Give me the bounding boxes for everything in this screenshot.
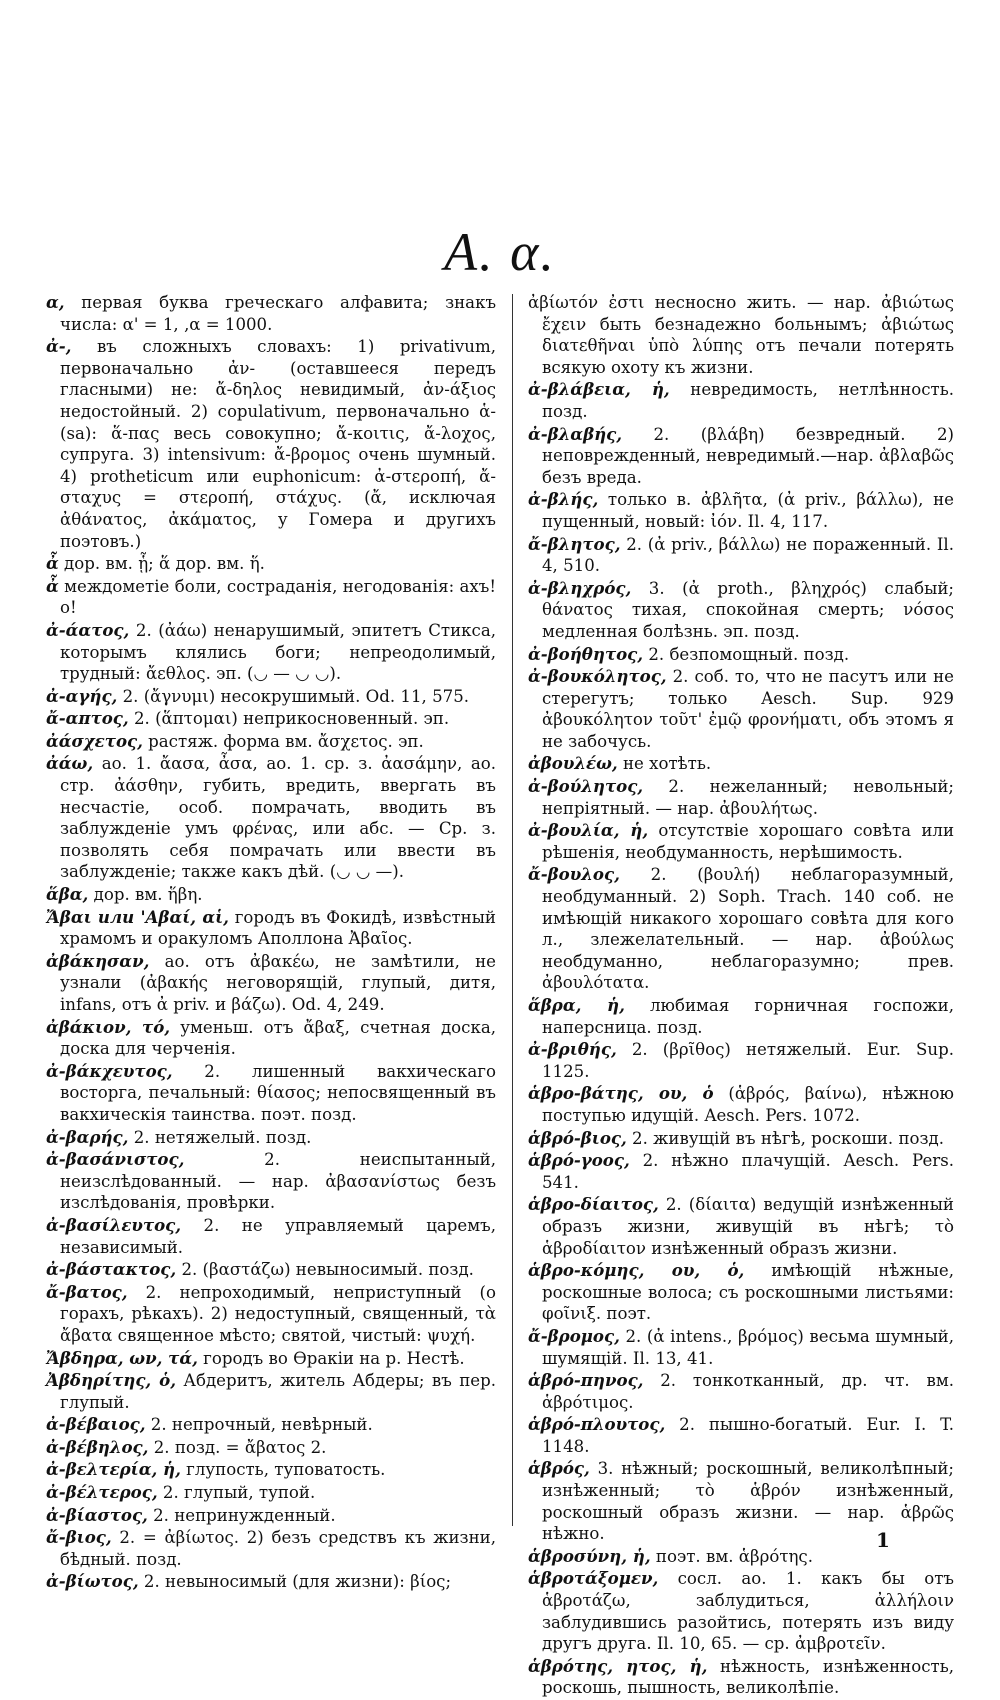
dictionary-entry bbox=[528, 424, 954, 489]
dictionary-entry bbox=[528, 292, 954, 378]
dictionary-entry bbox=[46, 884, 496, 906]
entry-headword: ἀ-, bbox=[46, 336, 72, 357]
dictionary-entry bbox=[46, 1215, 496, 1258]
dictionary-entry bbox=[46, 907, 496, 950]
entry-headword: ἆ bbox=[46, 553, 59, 574]
entry-definition: дор. вм. ἥβη. bbox=[88, 885, 203, 905]
dictionary-entry bbox=[528, 489, 954, 532]
entry-headword: ἀ-βασάνιστος, bbox=[46, 1149, 185, 1170]
entry-headword: ἀβουλέω, bbox=[528, 753, 618, 774]
entry-definition: дор. вм. ᾗ; ἅ дор. вм. ἥ. bbox=[58, 554, 265, 574]
entry-headword: ἀβάκησαν, bbox=[46, 950, 150, 971]
entry-definition: 2. (ἀ intens., βρόμος) весьма шумный, шумящій. Il. 13, 41. bbox=[542, 1326, 954, 1368]
entry-definition: нѣжность, изнѣженность, роскошь, пышность, великолѣпіе. bbox=[542, 1656, 954, 1698]
entry-headword: ἁβρός, bbox=[528, 1458, 590, 1479]
dictionary-entry bbox=[46, 1527, 496, 1570]
dictionary-entry bbox=[528, 1546, 954, 1568]
entry-headword: Ἄβδηρα, ων, τά, bbox=[46, 1347, 198, 1368]
right-column bbox=[528, 292, 954, 1700]
entry-definition: 2. невыносимый (для жизни): βίος; bbox=[138, 1572, 452, 1592]
dictionary-entry bbox=[528, 776, 954, 819]
entry-headword: ἀ-βασίλευτος, bbox=[46, 1214, 182, 1235]
dictionary-entry bbox=[46, 1459, 496, 1481]
entry-headword: ἆ bbox=[46, 575, 59, 596]
entry-headword: ἀ-βάστακτος, bbox=[46, 1259, 177, 1280]
entry-definition: 2. непринужденный. bbox=[147, 1505, 336, 1525]
dictionary-entry bbox=[46, 1348, 496, 1370]
entry-headword: ἀ-βουκόλητος, bbox=[528, 666, 667, 687]
dictionary-entry bbox=[528, 1568, 954, 1654]
entry-definition: ἀβίωτόν ἐστι несносно жить. — нар. ἀβιώτως ἔχειν быть безнадежно больнымъ; ἀβιώτως διατεθῆναι ὑπὸ λύπης отъ печали потерять всякую охоту къ жизни. bbox=[528, 293, 954, 377]
entry-definition: въ сложныхъ словахъ: 1) privativum, первоначально ἀν- (оставшееся передъ гласными) не: ἄ-δηλος невидимый, ἀν-άξιος недостойный. 2) copulativum, первоначально ἁ- (sa): ἅ-πας весь совокупно; ἄ-κοιτις, ἄ-λοχος, супруга. 3) intensivum: ἄ-βρομος очень шумный. 4) protheticum или euphonicum: ἀ-στεροπή, ἄ-σταχυς = στεροπή, στάχυς. (ἄ, исключая ἀθάνατος, ἀκάματος, у Гомера и другихъ поэтовъ.) bbox=[60, 337, 496, 551]
entry-definition: Абдеритъ, житель Абдеры; въ пер. глупый. bbox=[60, 1371, 496, 1412]
entry-definition: междометіе боли, состраданія, негодованія: ахъ! о! bbox=[58, 576, 496, 618]
dictionary-entry bbox=[46, 1482, 496, 1504]
entry-definition: ао. отъ ἀβακέω, не замѣтили, не узнали (ἀβακής неговорящій, глупый, дитя, infans, отъ ἀ priv. и βάζω). Od. 4, 249. bbox=[60, 951, 496, 1014]
dictionary-entry bbox=[46, 576, 496, 619]
entry-definition: поэт. вм. ἁβρότης. bbox=[650, 1546, 814, 1566]
entry-headword: ἁβρο-δίαιτος, bbox=[528, 1194, 659, 1215]
dictionary-entry bbox=[528, 820, 954, 863]
dictionary-entry bbox=[528, 1150, 954, 1193]
entry-headword: ἀ-βοήθητος, bbox=[528, 643, 644, 664]
dictionary-entry bbox=[46, 731, 496, 753]
entry-definition: 2. позд. = ἄβατος 2. bbox=[148, 1437, 327, 1457]
dictionary-entry bbox=[528, 1458, 954, 1544]
page-number: 1 bbox=[876, 1528, 890, 1552]
entry-definition: имѣющій нѣжные, роскошные волоса; съ роскошными листьями: φοῖνιξ. поэт. bbox=[542, 1261, 954, 1324]
entry-headword: Ἀβδηρίτης, ὁ, bbox=[46, 1370, 176, 1391]
entry-headword: ἁβρό-πηνος, bbox=[528, 1370, 644, 1391]
entry-headword: ἁβρό-πλουτος, bbox=[528, 1414, 666, 1435]
dictionary-entry bbox=[46, 951, 496, 1016]
entry-definition: 2. живущій въ нѣгѣ, роскоши. позд. bbox=[626, 1128, 945, 1148]
entry-definition: ао. 1. ἄασα, ἆσα, ао. 1. ср. з. ἀασάμην, ао. стр. ἀάσθην, губить, вредить, ввергать въ несчастіе, особ. помрачать, вводить въ заблужденіе умъ φρένας, или абс. — Ср. з. позволять себя помрачать или ввести въ заблужденіе; также какъ дѣй. (◡ ◡ —). bbox=[60, 754, 496, 882]
entry-headword: ἀ-βίαστος, bbox=[46, 1504, 148, 1525]
entry-definition: городъ въ Фокидѣ, извѣстный храмомъ и оракуломъ Аполлона Ἀβαῖος. bbox=[60, 907, 496, 949]
dictionary-entry bbox=[46, 1149, 496, 1214]
dictionary-entry bbox=[46, 1061, 496, 1126]
dictionary-entry bbox=[528, 1039, 954, 1082]
entry-headword: ἀ-άατος, bbox=[46, 619, 130, 640]
entry-headword: ἁβρο-κόμης, ου, ὁ, bbox=[528, 1260, 745, 1281]
entry-definition: 2. нежеланный; невольный; непріятный. — нар. ἀβουλήτως. bbox=[542, 777, 954, 818]
dictionary-entry bbox=[528, 578, 954, 643]
entry-definition: сосл. ао. 1. какъ бы отъ ἁβροτάζω, заблудиться, ἀλλήλοιν заблудившись разойтись, потерять изъ виду другъ друга. Il. 10, 65. — ср. ἀμβροτεῖν. bbox=[542, 1569, 954, 1654]
entry-definition: уменьш. отъ ἄβαξ, счетная доска, доска для черченія. bbox=[60, 1017, 496, 1059]
entry-definition: 2. непрочный, невѣрный. bbox=[145, 1415, 373, 1435]
dictionary-entry bbox=[528, 644, 954, 666]
dictionary-entry bbox=[46, 620, 496, 685]
entry-headword: ἄ-βιος, bbox=[46, 1527, 112, 1548]
entry-definition: глупость, туповатость. bbox=[180, 1460, 386, 1480]
dictionary-entry bbox=[46, 1017, 496, 1060]
entry-definition: 2. (ἀάω) ненарушимый, эпитетъ Стикса, которымъ клялись боги; непреодолимый, трудный: ἄεθλος. эп. (◡ — ◡ ◡). bbox=[60, 620, 496, 684]
dictionary-entry bbox=[528, 995, 954, 1038]
dictionary-entry bbox=[46, 1437, 496, 1459]
entry-definition: 2. тонкотканный, др. чт. вм. ἁβρότιμος. bbox=[542, 1371, 954, 1412]
dictionary-entry bbox=[46, 336, 496, 552]
entry-headword: ἀβάκιον, τό, bbox=[46, 1016, 171, 1037]
entry-definition: 2. нѣжно плачущій. Aesch. Pers. 541. bbox=[542, 1151, 954, 1192]
entry-headword: ἀ-βριθής, bbox=[528, 1039, 617, 1060]
dictionary-entry bbox=[46, 1127, 496, 1149]
entry-headword: ἅβα, bbox=[46, 884, 89, 905]
entry-definition: 2. (βλάβη) безвредный. 2) неповрежденный, невредимый.—нар. ἀβλαβῶς безъ вреда. bbox=[542, 424, 954, 487]
entry-headword: ἄ-βρομος, bbox=[528, 1325, 620, 1346]
entry-headword: ἀ-βούλητος, bbox=[528, 776, 644, 797]
dictionary-entry bbox=[528, 864, 954, 994]
dictionary-entry bbox=[528, 534, 954, 577]
entry-headword: ἁβρο-βάτης, ου, ὁ bbox=[528, 1083, 714, 1104]
entry-headword: ἄ-απτος, bbox=[46, 708, 129, 729]
entry-headword: ἀ-βαρής, bbox=[46, 1126, 129, 1147]
entry-headword: ἁβρότης, ητος, ἡ, bbox=[528, 1655, 708, 1676]
entry-definition: растяж. форма вм. ἄσχετος. эп. bbox=[142, 731, 424, 751]
entry-definition: 2. не управляемый царемъ, независимый. bbox=[60, 1215, 496, 1257]
entry-headword: ἀ-βλάβεια, ἡ, bbox=[528, 379, 670, 400]
dictionary-entry bbox=[46, 708, 496, 730]
entry-definition: первая буква греческаго алфавита; знакъ числа: α' = 1, ‚α = 1000. bbox=[60, 293, 496, 334]
entry-definition: не хотѣть. bbox=[617, 754, 712, 774]
entry-headword: ἀ-βλαβής, bbox=[528, 423, 623, 444]
dictionary-entry bbox=[528, 1370, 954, 1413]
dictionary-entry bbox=[528, 1414, 954, 1457]
entry-headword: ἁβροσύνη, ἡ, bbox=[528, 1545, 651, 1566]
entry-headword: ἀ-βέλτερος, bbox=[46, 1482, 158, 1503]
entry-definition: (ἁβρός, βαίνω), нѣжною поступью идущій. Aesch. Pers. 1072. bbox=[542, 1084, 954, 1125]
entry-definition: городъ во Ѳракіи на р. Нестѣ. bbox=[197, 1348, 465, 1368]
entry-definition: 2. безпомощный. позд. bbox=[643, 644, 850, 664]
dictionary-entry bbox=[528, 666, 954, 752]
entry-definition: 2. непроходимый, неприступный (о горахъ, рѣкахъ). 2) недоступный, священный, τὰ ἄβατα священное мѣсто; святой, чистый: ψυχή. bbox=[60, 1282, 496, 1345]
entry-headword: ἄ-βουλος, bbox=[528, 864, 620, 885]
entry-headword: ἀάσχετος, bbox=[46, 730, 143, 751]
dictionary-entry bbox=[46, 1259, 496, 1281]
entry-headword: ἁβρό-βιος, bbox=[528, 1127, 627, 1148]
entry-definition: 3. нѣжный; роскошный, великолѣпный; изнѣженный; τὸ ἁβρόν изнѣженный, роскошный образъ жизни. — нар. ἁβρῶς нѣжно. bbox=[542, 1459, 954, 1544]
entry-definition: 2. (βρῖθος) нетяжелый. Eur. Sup. 1125. bbox=[542, 1040, 954, 1081]
entry-definition: только в. ἀβλῆτα, (ἀ priv., βάλλω), не пущенный, новый: ἰόν. Il. 4, 117. bbox=[542, 490, 954, 531]
entry-definition: 2. глупый, тупой. bbox=[157, 1483, 316, 1503]
dictionary-entry bbox=[46, 1505, 496, 1527]
entry-definition: 2. соб. то, что не пасутъ или не стерегутъ; только Aesch. Sup. 929 ἀβουκόλητον τοῦτ' ἐμῷ φρονήματι, объ этомъ я не забочусь. bbox=[542, 667, 954, 751]
left-column bbox=[46, 292, 496, 1594]
entry-definition: 2. (ἄγνυμι) несокрушимый. Od. 11, 575. bbox=[117, 686, 470, 706]
dictionary-entry bbox=[46, 1370, 496, 1413]
entry-headword: Ἄβαι или 'Αβαί, αἱ, bbox=[46, 906, 229, 927]
dictionary-entry bbox=[46, 686, 496, 708]
dictionary-entry bbox=[528, 1656, 954, 1699]
entry-definition: невредимость, нетлѣнность. позд. bbox=[542, 380, 954, 421]
entry-definition: 2. (ἅπτομαι) неприкосновенный. эп. bbox=[128, 709, 450, 729]
dictionary-entry bbox=[46, 1414, 496, 1436]
dictionary-entry bbox=[528, 753, 954, 775]
dictionary-entry bbox=[528, 1194, 954, 1259]
dictionary-entry bbox=[528, 1260, 954, 1325]
entry-headword: ἀ-βίωτος, bbox=[46, 1571, 139, 1592]
entry-definition: 2. (βουλή) неблагоразумный, необдуманный. 2) Soph. Trach. 140 соб. не имѣющій никакого хорошаго совѣта для кого л., злежелательный. — нар. ἀβούλως необдуманно, неблагоразумно; прев. ἀβουλότατα. bbox=[542, 865, 954, 993]
entry-headword: ἀ-βουλία, ἡ, bbox=[528, 820, 649, 841]
entry-definition: 2. пышно-богатый. Eur. I. T. 1148. bbox=[542, 1415, 954, 1456]
dictionary-entry bbox=[528, 379, 954, 422]
page-header: A. α. bbox=[444, 222, 556, 282]
entry-headword: ἀ-βλής, bbox=[528, 489, 599, 510]
column-divider bbox=[512, 294, 513, 1526]
entry-headword: ἀ-αγής, bbox=[46, 685, 118, 706]
entry-headword: ἀ-βληχρός, bbox=[528, 577, 632, 598]
entry-definition: 2. нетяжелый. позд. bbox=[128, 1127, 312, 1147]
entry-definition: отсутствіе хорошаго совѣта или рѣшенія, необдуманность, нерѣшимость. bbox=[542, 821, 955, 862]
dictionary-entry bbox=[46, 753, 496, 883]
entry-headword: ἄ-βατος, bbox=[46, 1281, 128, 1302]
entry-definition: 2. = ἀβίωτος. 2) безъ средствъ къ жизни, бѣдный. позд. bbox=[60, 1528, 496, 1569]
dictionary-entry bbox=[46, 1571, 496, 1593]
entry-headword: ἀ-βελτερία, ἡ, bbox=[46, 1459, 181, 1480]
dictionary-entry bbox=[46, 292, 496, 335]
dictionary-entry bbox=[46, 553, 496, 575]
entry-definition: 2. (ἀ priv., βάλλω) не пораженный. Il. 4, 510. bbox=[542, 534, 954, 576]
dictionary-entry bbox=[46, 1282, 496, 1347]
entry-definition: 2. (δίαιτα) ведущій изнѣженный образъ жизни, живущій въ нѣгѣ; τὸ ἁβροδίαιτον изнѣженный образъ жизни. bbox=[542, 1195, 954, 1258]
dictionary-entry bbox=[528, 1326, 954, 1369]
entry-headword: ἀ-βέβηλος, bbox=[46, 1436, 149, 1457]
dictionary-entry bbox=[528, 1128, 954, 1150]
entry-headword: ἁβρό-γοος, bbox=[528, 1150, 630, 1171]
entry-headword: ἀ-βέβαιος, bbox=[46, 1414, 146, 1435]
entry-definition: 2. (βαστάζω) невыносимый. позд. bbox=[176, 1260, 474, 1280]
dictionary-entry bbox=[528, 1083, 954, 1126]
entry-definition: 3. (ἀ proth., βληχρός) слабый; θάνατος тихая, спокойная смерть; νόσος медленная болѣзнь. эп. позд. bbox=[542, 578, 954, 641]
entry-headword: α, bbox=[46, 292, 65, 312]
entry-headword: ἄ-βλητος, bbox=[528, 533, 621, 554]
entry-headword: ἅβρα, ἡ, bbox=[528, 995, 625, 1015]
entry-definition: любимая горничная госпожи, наперсница. позд. bbox=[542, 996, 955, 1037]
entry-definition: 2. неиспытанный, неизслѣдованный. — нар. ἀβασανίστως безъ изслѣдованія, провѣрки. bbox=[60, 1150, 496, 1213]
entry-headword: ἀ-βάκχευτος, bbox=[46, 1060, 173, 1081]
entry-headword: ἀάω, bbox=[46, 753, 94, 774]
entry-headword: ἁβροτάξομεν, bbox=[528, 1568, 659, 1589]
entry-definition: 2. лишенный вакхическаго восторга, печальный: θίασος; непосвященный въ вакхическія таинства. поэт. позд. bbox=[60, 1061, 496, 1124]
